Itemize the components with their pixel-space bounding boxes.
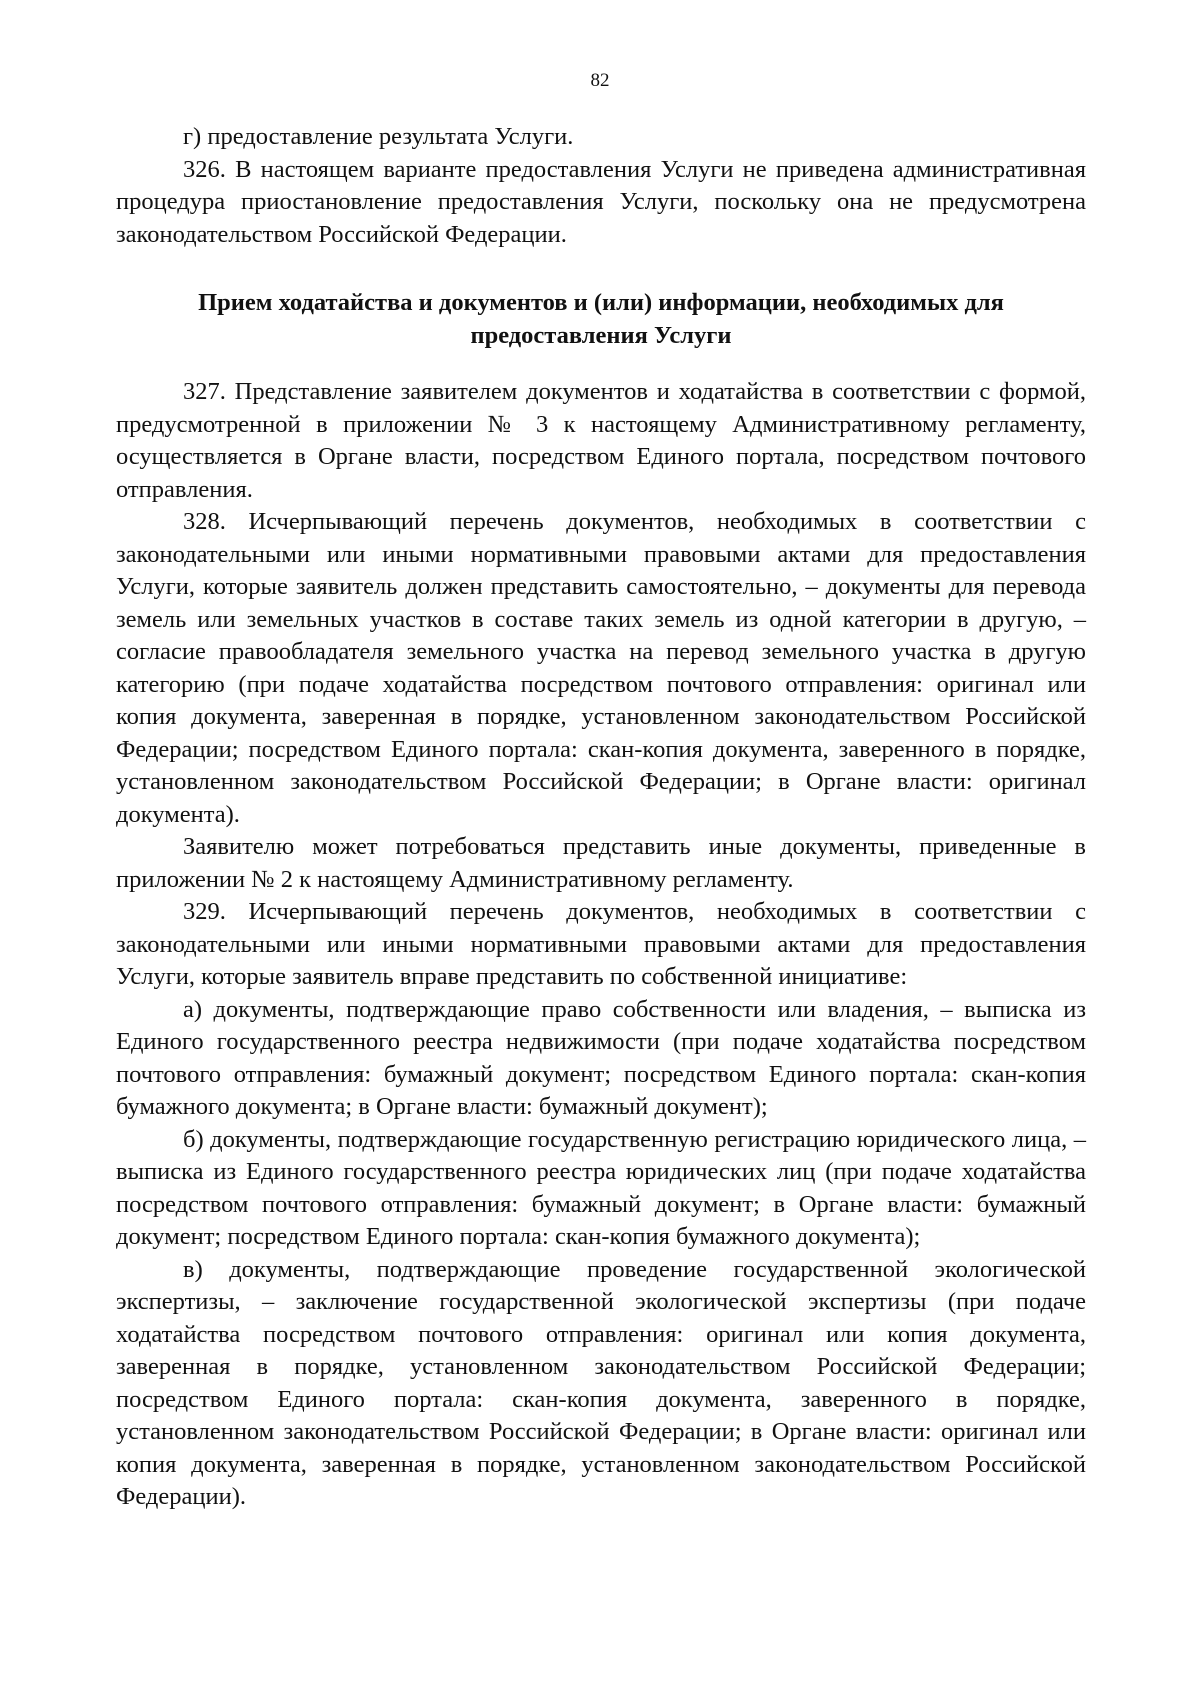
paragraph-329-a: а) документы, подтверждающие право собственности или владения, – выписка из Единого государственного реестра недвижимости (при подаче ходатайства посредством почтового отправления: бумажный документ; посредством Единого портала: скан-копия бумажного документа; в Органе власти: бумажный документ); (116, 995, 1086, 1120)
paragraph-326: 326. В настоящем варианте предоставления Услуги не приведена административная процедура приостановление предоставления Услуги, поскольку она не предусмотрена законодательством Российской Федерации. (116, 155, 1086, 248)
paragraph-329-b: б) документы, подтверждающие государственную регистрацию юридического лица, – выписка из Единого государственного реестра юридических лиц (при подаче ходатайства посредством почтового отправления: бумажный документ; в Органе власти: бумажный документ; посредством Единого портала: скан-копия бумажного документа); (116, 1125, 1086, 1250)
paragraph-329: 329. Исчерпывающий перечень документов, необходимых в соответствии с законодательными или иными нормативными правовыми актами для предоставления Услуги, которые заявитель вправе представить по собственной инициативе: (116, 898, 1086, 990)
paragraph-328: 328. Исчерпывающий перечень документов, необходимых в соответствии с законодательными или иными нормативными правовыми актами для предоставления Услуги, которые заявитель должен представить самостоятельно, – документы для перевода земель или земельных участков в составе таких земель из одной категории в другую, – согласие правообладателя земельного участка на перевод земельного участка в другую категорию (при подаче ходатайства посредством почтового отправления: оригинал или копия документа, заверенная в порядке, установленном законодательством Российской Федерации; посредством Единого портала: скан-копия документа, заверенного в порядке, установленном законодательством Российской Федерации; в Органе власти: оригинал документа). (116, 508, 1086, 828)
paragraph-329-v: в) документы, подтверждающие проведение государственной экологической экспертизы, – заключение государственной экологической экспертизы (при подаче ходатайства посредством почтового отправления: оригинал или копия документа, заверенная в порядке, установленном законодательством Российской Федерации; посредством Единого портала: скан-копия документа, заверенного в порядке, установленном законодательством Российской Федерации; в Органе власти: оригинал или копия документа, заверенная в порядке, установленном законодательством Российской Федерации). (116, 1255, 1086, 1510)
section-heading: Прием ходатайства и документов и (или) информации, необходимых для предоставления Услуги (198, 289, 1004, 349)
page-number: 82 (590, 70, 610, 91)
paragraph-applicant-note: Заявителю может потребоваться представить иные документы, приведенные в приложении № 2 к настоящему Административному регламенту. (116, 833, 1086, 893)
paragraph-327: 327. Представление заявителем документов и ходатайства в соответствии с формой, предусмотренной в приложении № 3 к настоящему Административному регламенту, осуществляется в Органе власти, посредством Единого портала, посредством почтового отправления. (116, 378, 1086, 503)
page-content (116, 121, 1086, 1514)
paragraph-g-result: г) предоставление результата Услуги. (183, 123, 574, 150)
